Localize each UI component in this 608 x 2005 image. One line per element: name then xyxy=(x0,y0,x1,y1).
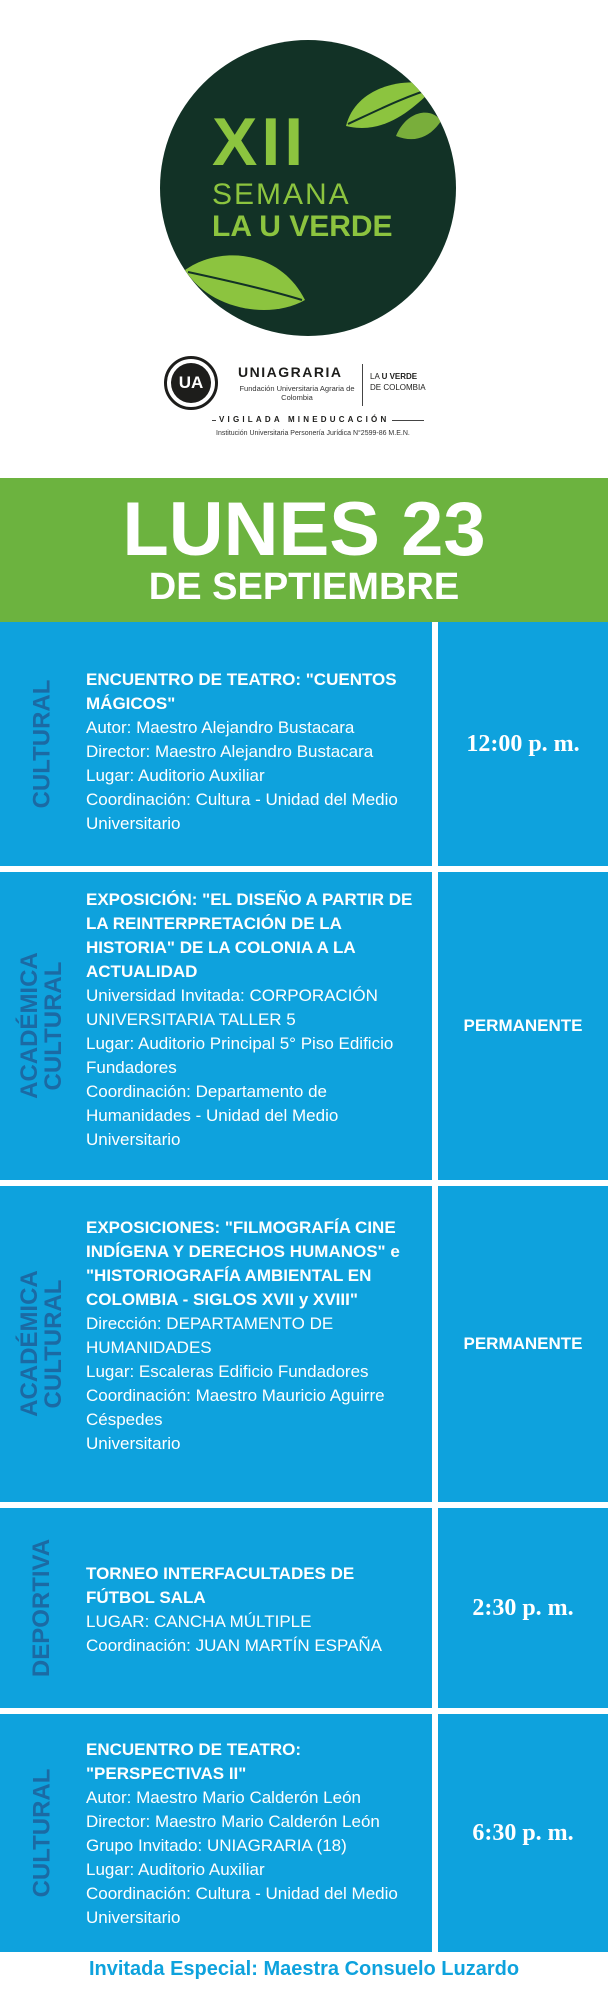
lau-prefix: LA xyxy=(370,372,382,381)
event-detail: Director: Maestro Alejandro Bustacara xyxy=(86,742,374,761)
event-category xyxy=(12,872,72,1180)
event-detail: Grupo Invitado: UNIAGRARIA (18) xyxy=(86,1836,347,1855)
lau-bold: U VERDE xyxy=(381,372,418,381)
event-category xyxy=(12,1508,72,1708)
event-detail: Coordinación: Departamento de Humanidades - Unidad del Medio Universitario xyxy=(86,1082,339,1149)
event-category-label: CULTURAL xyxy=(28,679,56,809)
event-description xyxy=(86,668,424,836)
event-description xyxy=(86,1738,424,1930)
event-category-label: ACADÉMICA CULTURAL xyxy=(16,1270,67,1417)
event-row xyxy=(0,872,608,1180)
event-row xyxy=(0,1186,608,1502)
event-detail: Autor: Maestro Mario Calderón León xyxy=(86,1788,361,1807)
event-title: TORNEO INTERFACULTADES DE FÚTBOL SALA xyxy=(86,1564,355,1607)
event-detail: Lugar: Auditorio Principal 5° Piso Edificio Fundadores xyxy=(86,1034,394,1077)
institution-subtitle: Fundación Universitaria Agraria de Colombia xyxy=(239,384,355,403)
event-detail: Dirección: DEPARTAMENTO DE HUMANIDADES xyxy=(86,1314,334,1357)
event-detail: Coordinación: Cultura - Unidad del Medio Universitario xyxy=(86,790,398,833)
event-category-label: ACADÉMICA CULTURAL xyxy=(16,952,67,1099)
event-title-line1: SEMANA xyxy=(212,178,351,211)
event-title: ENCUENTRO DE TEATRO: "PERSPECTIVAS II" xyxy=(86,1740,302,1783)
vigilada-label: VIGILADA MINEDUCACIÓN xyxy=(216,415,392,424)
institution-name: UNIAGRARIA xyxy=(238,364,343,380)
event-row xyxy=(0,1714,608,1952)
event-time: 12:00 p. m. xyxy=(466,730,580,757)
event-detail: Coordinación: Maestro Mauricio Aguirre Céspedes xyxy=(86,1386,385,1429)
event-time: 6:30 p. m. xyxy=(472,1819,574,1846)
event-title-line2: LA U VERDE xyxy=(212,210,393,243)
event-title: ENCUENTRO DE TEATRO: "CUENTOS MÁGICOS" xyxy=(86,670,397,713)
event-detail: Coordinación: JUAN MARTÍN ESPAÑA xyxy=(86,1636,383,1655)
event-time: 2:30 p. m. xyxy=(472,1594,574,1621)
institution-legal: Institución Universitaria Personería Jurídica N°2599-86 M.E.N. xyxy=(216,430,410,437)
event-title: EXPOSICIÓN: "EL DISEÑO A PARTIR DE LA REINTERPRETACIÓN DE LA HISTORIA" DE LA COLONIA A LA ACTUALIDAD xyxy=(86,890,413,981)
event-category xyxy=(12,1714,72,1952)
event-detail: Coordinación: Cultura - Unidad del Medio Universitario xyxy=(86,1884,398,1927)
event-detail: Director: Maestro Mario Calderón León xyxy=(86,1812,380,1831)
special-guest: Invitada Especial: Maestra Consuelo Luzardo xyxy=(88,1958,520,1980)
ua-logo xyxy=(164,356,218,410)
logo-divider xyxy=(362,364,363,406)
leaf-icon xyxy=(180,240,310,330)
event-category-label: DEPORTIVA xyxy=(28,1538,56,1678)
event-time: PERMANENTE xyxy=(463,1016,583,1035)
edition-number: XII xyxy=(212,104,308,180)
event-category-label: CULTURAL xyxy=(28,1768,56,1898)
ua-initials: UA xyxy=(171,363,211,403)
event-detail: Lugar: Auditorio Auxiliar xyxy=(86,766,265,785)
date-banner xyxy=(0,478,608,622)
event-title xyxy=(212,104,393,243)
event-title: EXPOSICIONES: "FILMOGRAFÍA CINE INDÍGENA Y DERECHOS HUMANOS" e "HISTORIOGRAFÍA AMBIENTAL EN COLOMBIA - SIGLOS XVII y XVIII" xyxy=(86,1218,400,1309)
la-u-verde-logo xyxy=(370,372,426,394)
event-time: PERMANENTE xyxy=(463,1334,583,1353)
event-detail: Lugar: Auditorio Auxiliar xyxy=(86,1860,265,1879)
event-row xyxy=(0,1508,608,1708)
event-category xyxy=(12,622,72,866)
event-detail: Universidad Invitada: CORPORACIÓN UNIVERSITARIA TALLER 5 xyxy=(86,986,378,1029)
lau-suffix: DE COLOMBIA xyxy=(370,382,426,392)
event-description xyxy=(86,888,424,1152)
banner-month: DE SEPTIEMBRE xyxy=(148,566,460,608)
event-row xyxy=(0,622,608,866)
institution-logos xyxy=(164,356,454,416)
event-description xyxy=(86,1562,424,1658)
event-detail: Lugar: Escaleras Edificio Fundadores xyxy=(86,1362,369,1381)
event-description xyxy=(86,1216,424,1456)
event-category xyxy=(12,1186,72,1502)
event-detail: Autor: Maestro Alejandro Bustacara xyxy=(86,718,355,737)
event-detail: Universitario xyxy=(86,1434,181,1453)
event-detail: LUGAR: CANCHA MÚLTIPLE xyxy=(86,1612,312,1631)
banner-day: LUNES 23 xyxy=(122,487,486,572)
event-logo-circle xyxy=(160,40,456,336)
